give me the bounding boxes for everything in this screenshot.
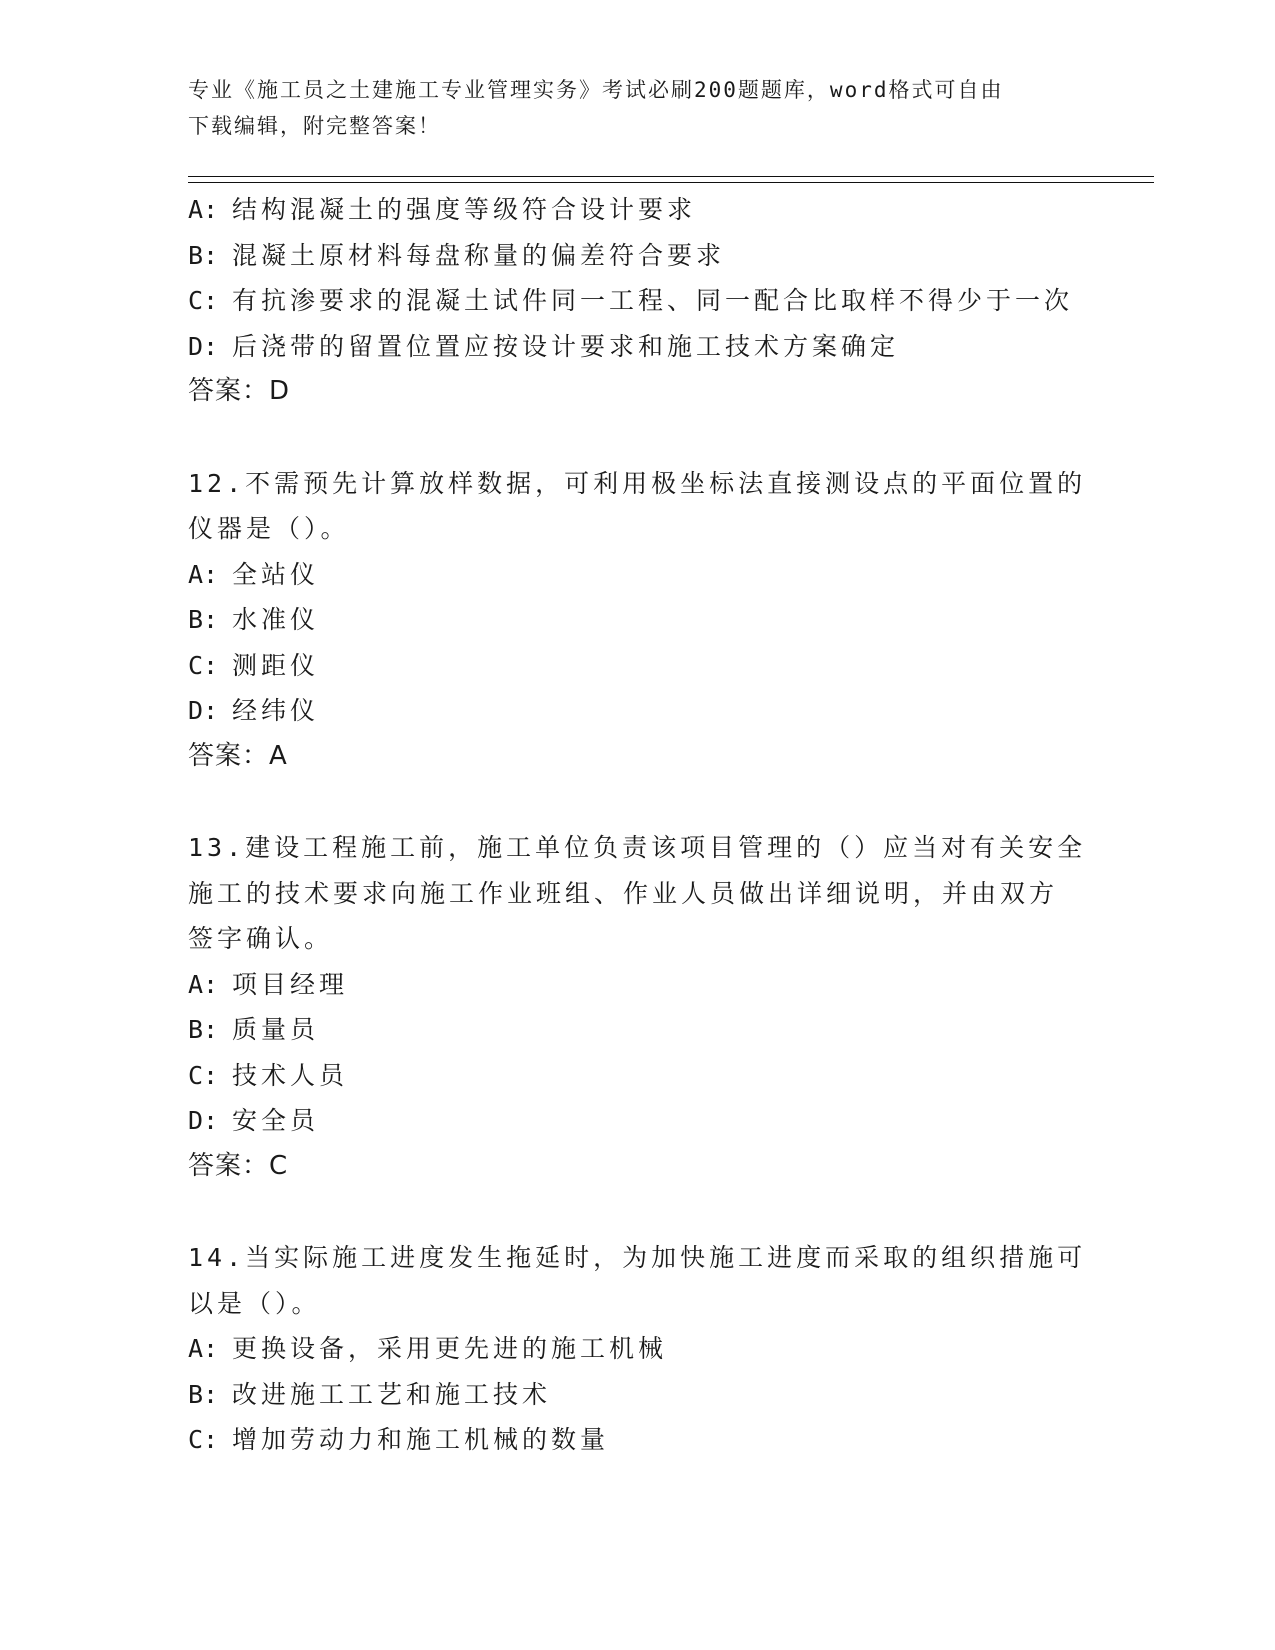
option-b [188,1007,1088,1053]
question-stem-line: 13.建设工程施工前，施工单位负责该项目管理的（）应当对有关安全 [188,833,1087,862]
option-d [188,1098,1088,1144]
option-label: A: [188,559,219,589]
option-b [188,597,1088,643]
option-label: C: [188,650,219,680]
option-label: D: [188,1106,219,1135]
option-label: A: [188,195,219,224]
option-d [188,688,1088,734]
question-stem-line: 14.当实际施工进度发生拖延时，为加快施工进度而采取的组织措施可 [188,1243,1087,1272]
question-12 [188,461,1088,780]
option-b [188,1372,1088,1418]
answer-line: 答案：A [188,740,288,771]
answer-line: 答案：D [188,376,291,406]
question-14 [188,1235,1088,1463]
option-a [188,962,1088,1008]
option-text: 水准仪 [232,605,320,634]
option-label: D: [188,331,219,361]
option-c [188,643,1088,689]
option-c [188,1417,1088,1463]
question-stem-line: 以是（）。 [188,1288,321,1318]
option-label: B: [188,1015,219,1044]
question-stem-line: 施工的技术要求向施工作业班组、作业人员做出详细说明，并由双方 [188,878,1059,908]
question-content [188,187,1088,1463]
header-divider-top [188,176,1154,177]
document-header [188,72,1068,144]
question-stem-line: 仪器是（）。 [188,514,350,543]
option-label: C: [188,1060,219,1090]
option-a [188,1326,1088,1372]
option-label: A: [188,969,219,999]
option-text: 结构混凝土的强度等级符合设计要求 [232,195,697,224]
option-text: 项目经理 [232,969,349,999]
option-label: C: [188,1425,219,1454]
option-text: 安全员 [232,1106,320,1135]
option-a [188,187,1088,233]
option-text: 更换设备，采用更先进的施工机械 [232,1334,668,1363]
option-text: 技术人员 [232,1060,349,1090]
option-label: D: [188,696,219,725]
option-label: B: [188,240,219,270]
option-text: 混凝土原材料每盘称量的偏差符合要求 [232,240,726,270]
option-c [188,278,1088,324]
option-text: 全站仪 [232,559,320,589]
option-label: B: [188,1379,219,1409]
header-divider-bottom [188,182,1154,183]
option-text: 有抗渗要求的混凝土试件同一工程、同一配合比取样不得少于一次 [232,286,1074,315]
option-text: 后浇带的留置位置应按设计要求和施工技术方案确定 [232,331,900,361]
header-line-1: 专业《施工员之土建施工专业管理实务》考试必刷200题题库，word格式可自由 [188,78,1004,102]
option-label: B: [188,605,219,634]
question-13 [188,825,1088,1189]
question-11 [188,187,1088,415]
option-text: 经纬仪 [232,696,320,725]
header-line-2: 下载编辑，附完整答案！ [188,114,441,138]
option-label: A: [188,1334,219,1363]
option-text: 测距仪 [232,650,320,680]
option-text: 质量员 [232,1015,320,1044]
option-d [188,324,1088,370]
answer-line: 答案：C [188,1150,289,1181]
question-stem-line: 签字确认。 [188,924,334,953]
option-label: C: [188,286,219,315]
option-a [188,552,1088,598]
option-b [188,233,1088,279]
option-text: 增加劳动力和施工机械的数量 [232,1425,610,1454]
question-stem-line: 12.不需预先计算放样数据，可利用极坐标法直接测设点的平面位置的 [188,468,1087,498]
option-text: 改进施工工艺和施工技术 [232,1379,552,1409]
option-c [188,1053,1088,1099]
